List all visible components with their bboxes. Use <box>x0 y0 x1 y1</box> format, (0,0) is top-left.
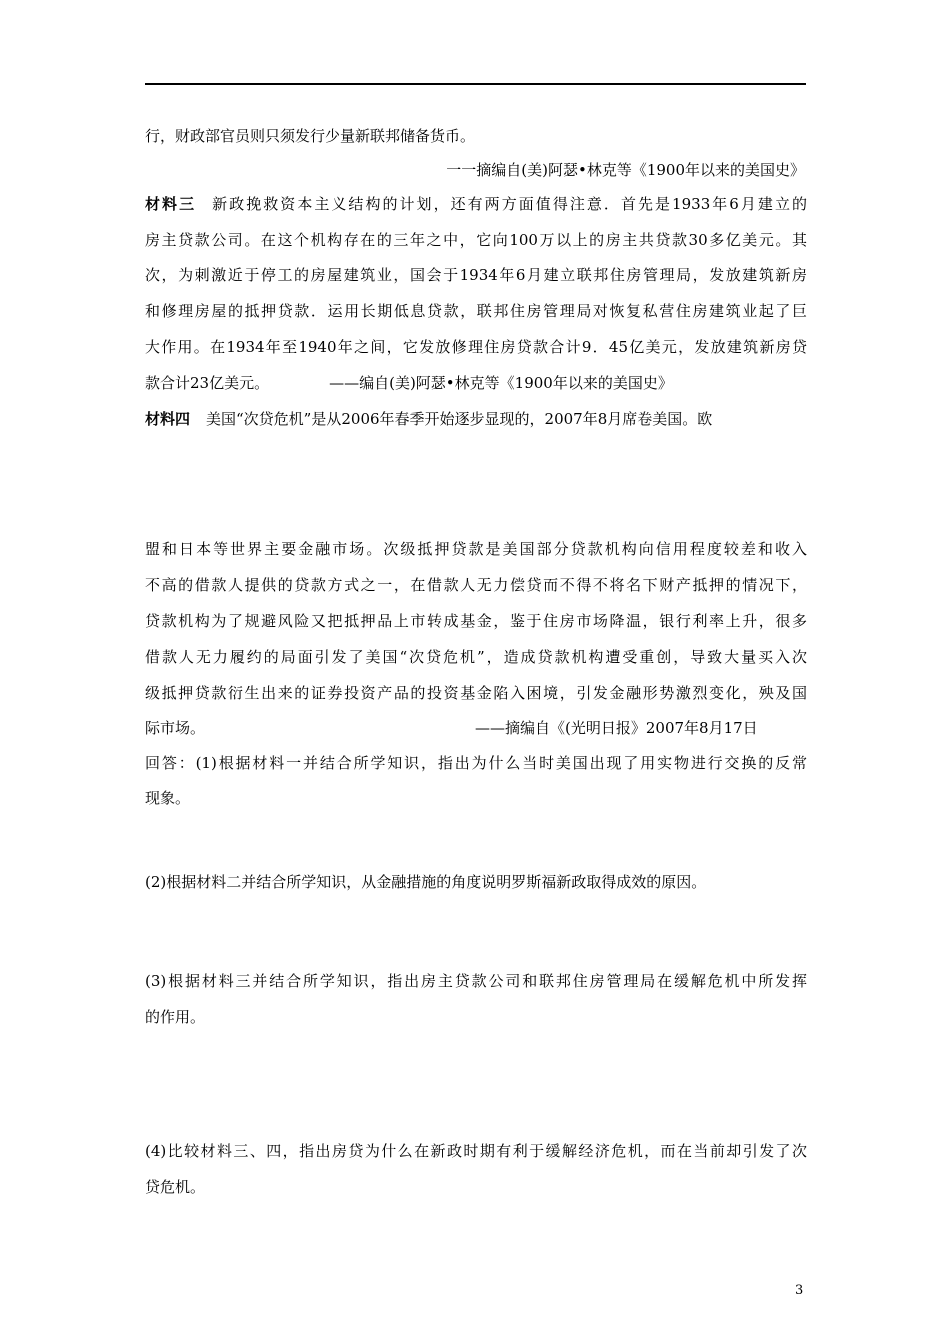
question-2: (2)根据材料二并结合所学知识，从金融措施的角度说明罗斯福新政取得成效的原因。 <box>145 873 707 891</box>
citation-line <box>145 718 807 738</box>
material-label: 材料四 <box>145 410 191 428</box>
material-text: 新政挽救资本主义结构的计划，还有两方面值得注意．首先是1933年6月建立的 <box>210 195 807 213</box>
page-number: 3 <box>795 1283 804 1298</box>
material-label: 材料三 <box>145 195 197 213</box>
text-line: 盟和日本等世界主要金融市场。次级抵押贷款是美国部分贷款机构向信用程度较差和收入 <box>145 540 807 558</box>
text-line: 不高的借款人提供的贷款方式之一，在借款人无力偿贷而不得不将名下财产抵押的情况下， <box>145 576 807 594</box>
text-fragment: 款合计23亿美元。 <box>145 374 270 392</box>
text-line: 借款人无力履约的局面引发了美国“次贷危机”，造成贷款机构遭受重创，导致大量买入次 <box>145 648 807 666</box>
question-4: (4)比较材料三、四，指出房贷为什么在新政时期有利于缓解经济危机，而在当前却引发了次 <box>145 1142 807 1160</box>
text-line: 房主贷款公司。在这个机构存在的三年之中，它向100万以上的房主共贷款30多亿美元。其 <box>145 231 807 249</box>
text-line: 贷款机构为了规避风险又把抵押品上市转成基金，鉴于住房市场降温，银行利率上升，很多 <box>145 612 807 630</box>
citation-line: 一一摘编自(美)阿瑟•林克等《1900年以来的美国史》 <box>446 161 805 179</box>
header-rule <box>145 83 806 85</box>
question-3: (3)根据材料三并结合所学知识，指出房主贷款公司和联邦住房管理局在缓解危机中所发挥 <box>145 972 807 990</box>
citation-line <box>145 373 807 393</box>
text-line: 大作用。在1934年至1940年之间，它发放修理住房贷款合计9．45亿美元，发放建筑新房贷 <box>145 338 807 356</box>
text-fragment: 际市场。 <box>145 719 206 737</box>
material-text: 美国“次贷危机”是从2006年春季开始逐步显现的，2007年8月席卷美国。欧 <box>206 410 713 428</box>
material-four-heading-line <box>145 409 807 429</box>
citation-text: ——编自(美)阿瑟•林克等《1900年以来的美国史》 <box>329 374 673 392</box>
question-1-continued: 现象。 <box>145 789 191 807</box>
text-line: 行，财政部官员则只须发行少量新联邦储备货币。 <box>145 127 476 145</box>
citation-text: ——摘编自《(光明日报》2007年8月17日 <box>475 719 758 737</box>
question-3-continued: 的作用。 <box>145 1008 206 1026</box>
text-line: 级抵押贷款衍生出来的证券投资产品的投资基金陷入困境，引发金融形势激烈变化，殃及国 <box>145 684 807 702</box>
question-1: 回答：(1)根据材料一并结合所学知识，指出为什么当时美国出现了用实物进行交换的反常 <box>145 754 807 772</box>
text-line: 次，为刺激近于停工的房屋建筑业，国会于1934年6月建立联邦住房管理局，发放建筑新房 <box>145 266 807 284</box>
text-line: 和修理房屋的抵押贷款．运用长期低息贷款，联邦住房管理局对恢复私营住房建筑业起了巨 <box>145 302 807 320</box>
material-three-heading-line <box>145 194 807 214</box>
question-4-continued: 贷危机。 <box>145 1178 206 1196</box>
